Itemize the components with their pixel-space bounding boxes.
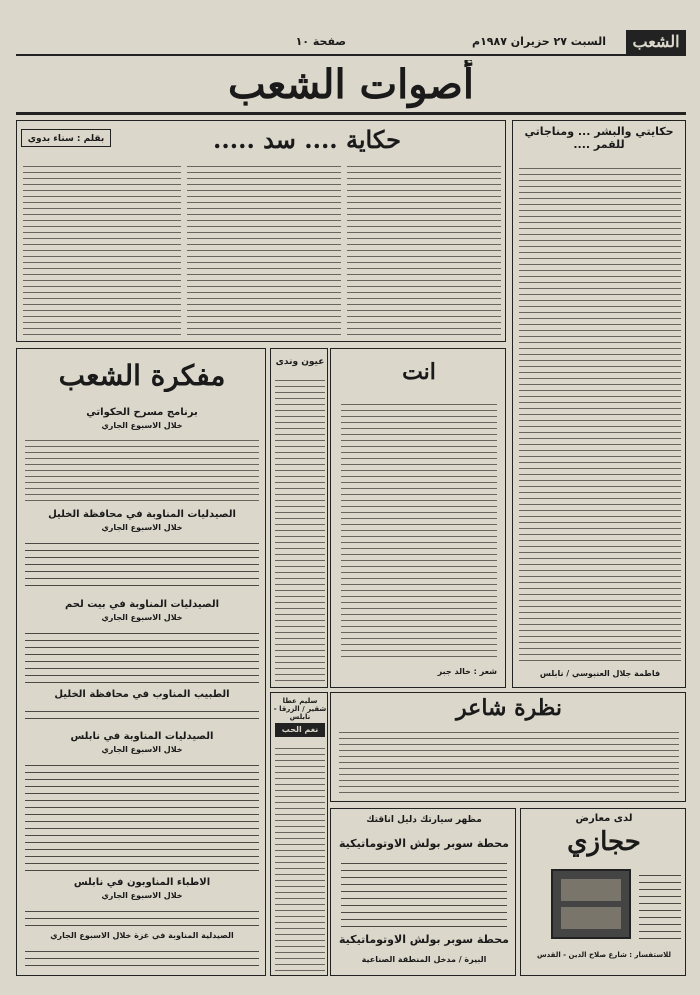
pharm-nablus-title: الصيدليات المناوبة في نابلس xyxy=(70,731,214,742)
pharm-khalil-title: الصيدليات المناوبة في محافظة الخليل xyxy=(48,509,236,520)
poet-view-title: نظرة شاعر xyxy=(456,695,562,721)
poem-right-signature: فاطمة جلال العنبوسي / نابلس xyxy=(539,669,661,678)
story-byline: بقلم : سناء بدوي xyxy=(21,129,111,147)
doctors-khalil-title: الطبيب المناوب في محافظة الخليل xyxy=(54,689,230,700)
small-box-signature: سليم عطا شقير / الزرقا - نابلس xyxy=(273,697,327,721)
masthead xyxy=(16,30,686,56)
pharm-nablus-list xyxy=(25,759,259,871)
garage-ad-address: البيرة / مدخل المنطقة الصناعية xyxy=(361,955,487,964)
poem-anta-poet: شعر : خالد جبر xyxy=(437,667,497,676)
garage-ad-body xyxy=(341,857,507,927)
title-rule xyxy=(16,112,686,115)
pharm-bethlehem-list xyxy=(25,627,259,683)
gallery-ad-name: حجازي xyxy=(567,827,641,857)
garage-ad-title: محطة سوبر بولش الاوتوماتيكية xyxy=(339,837,509,850)
gallery-ad-side-text xyxy=(639,869,681,941)
gallery-ad-bottom: للاستفسار : شارع صلاح الدين - القدس xyxy=(536,951,672,959)
theater-title: برنامج مسرح الحكواتي xyxy=(86,407,198,418)
story-column xyxy=(16,120,506,342)
small-box-body xyxy=(275,743,325,971)
date-line: السبت ٢٧ حزيران ١٩٨٧م xyxy=(472,35,606,48)
poem-anta xyxy=(330,348,506,688)
story-title: حكاية .... سد ..... xyxy=(213,125,401,154)
garage-ad-line: مظهر سيارتك دليل أناقتك xyxy=(366,815,482,825)
poem-anta-body xyxy=(341,399,497,659)
agenda-box xyxy=(16,348,266,976)
pharm-gaza-list xyxy=(25,945,259,971)
garage-ad-title2: محطة سوبر بولش الاوتوماتيكية xyxy=(339,933,509,946)
small-box-title: نغم الحب xyxy=(275,723,325,737)
pharm-bethlehem-title: الصيدليات المناوبة في بيت لحم xyxy=(64,599,220,610)
pharm-nablus-subtitle: خلال الاسبوع الجاري xyxy=(101,745,183,754)
story-body-col1 xyxy=(347,161,501,337)
theater-body xyxy=(25,435,259,503)
poem-eyes-title: عيون وندى xyxy=(275,357,325,367)
pharm-gaza-title: الصيدلية المناوبة في غزة خلال الاسبوع الجاري xyxy=(50,931,234,940)
poem-right-body xyxy=(519,163,681,663)
poem-right-column xyxy=(512,120,686,688)
poem-eyes xyxy=(270,348,328,688)
page-number: صفحة ١٠ xyxy=(295,35,346,48)
doctors-khalil-list xyxy=(25,705,259,725)
pharm-bethlehem-subtitle: خلال الاسبوع الجاري xyxy=(101,613,183,622)
pharm-khalil-list xyxy=(25,537,259,591)
furniture-image xyxy=(551,869,631,939)
garage-ad xyxy=(330,808,516,976)
story-body-col2 xyxy=(187,161,341,337)
doctors-nablus-title: الاطباء المناوبون في نابلس xyxy=(73,877,211,888)
theater-subtitle: خلال الاسبوع الجاري xyxy=(101,421,183,430)
poet-view-body xyxy=(339,727,679,797)
poet-view-box xyxy=(330,692,686,802)
story-body-col3 xyxy=(23,161,181,337)
section-title: أصوات الشعب xyxy=(228,61,474,108)
small-box xyxy=(270,692,328,976)
poem-anta-title: انت xyxy=(402,359,436,385)
poem-eyes-body xyxy=(275,375,325,683)
poem-right-title: حكايتي والبشر ... ومناجاتي للقمر .... xyxy=(524,125,674,151)
newspaper-logo: الشعب xyxy=(626,30,686,54)
gallery-ad-top: لدى معارض xyxy=(575,813,633,824)
gallery-ad xyxy=(520,808,686,976)
doctors-nablus-subtitle: خلال الاسبوع الجاري xyxy=(101,891,183,900)
pharm-khalil-subtitle: خلال الاسبوع الجاري xyxy=(101,523,183,532)
agenda-title: مفكرة الشعب xyxy=(58,359,226,392)
doctors-nablus-list xyxy=(25,905,259,927)
